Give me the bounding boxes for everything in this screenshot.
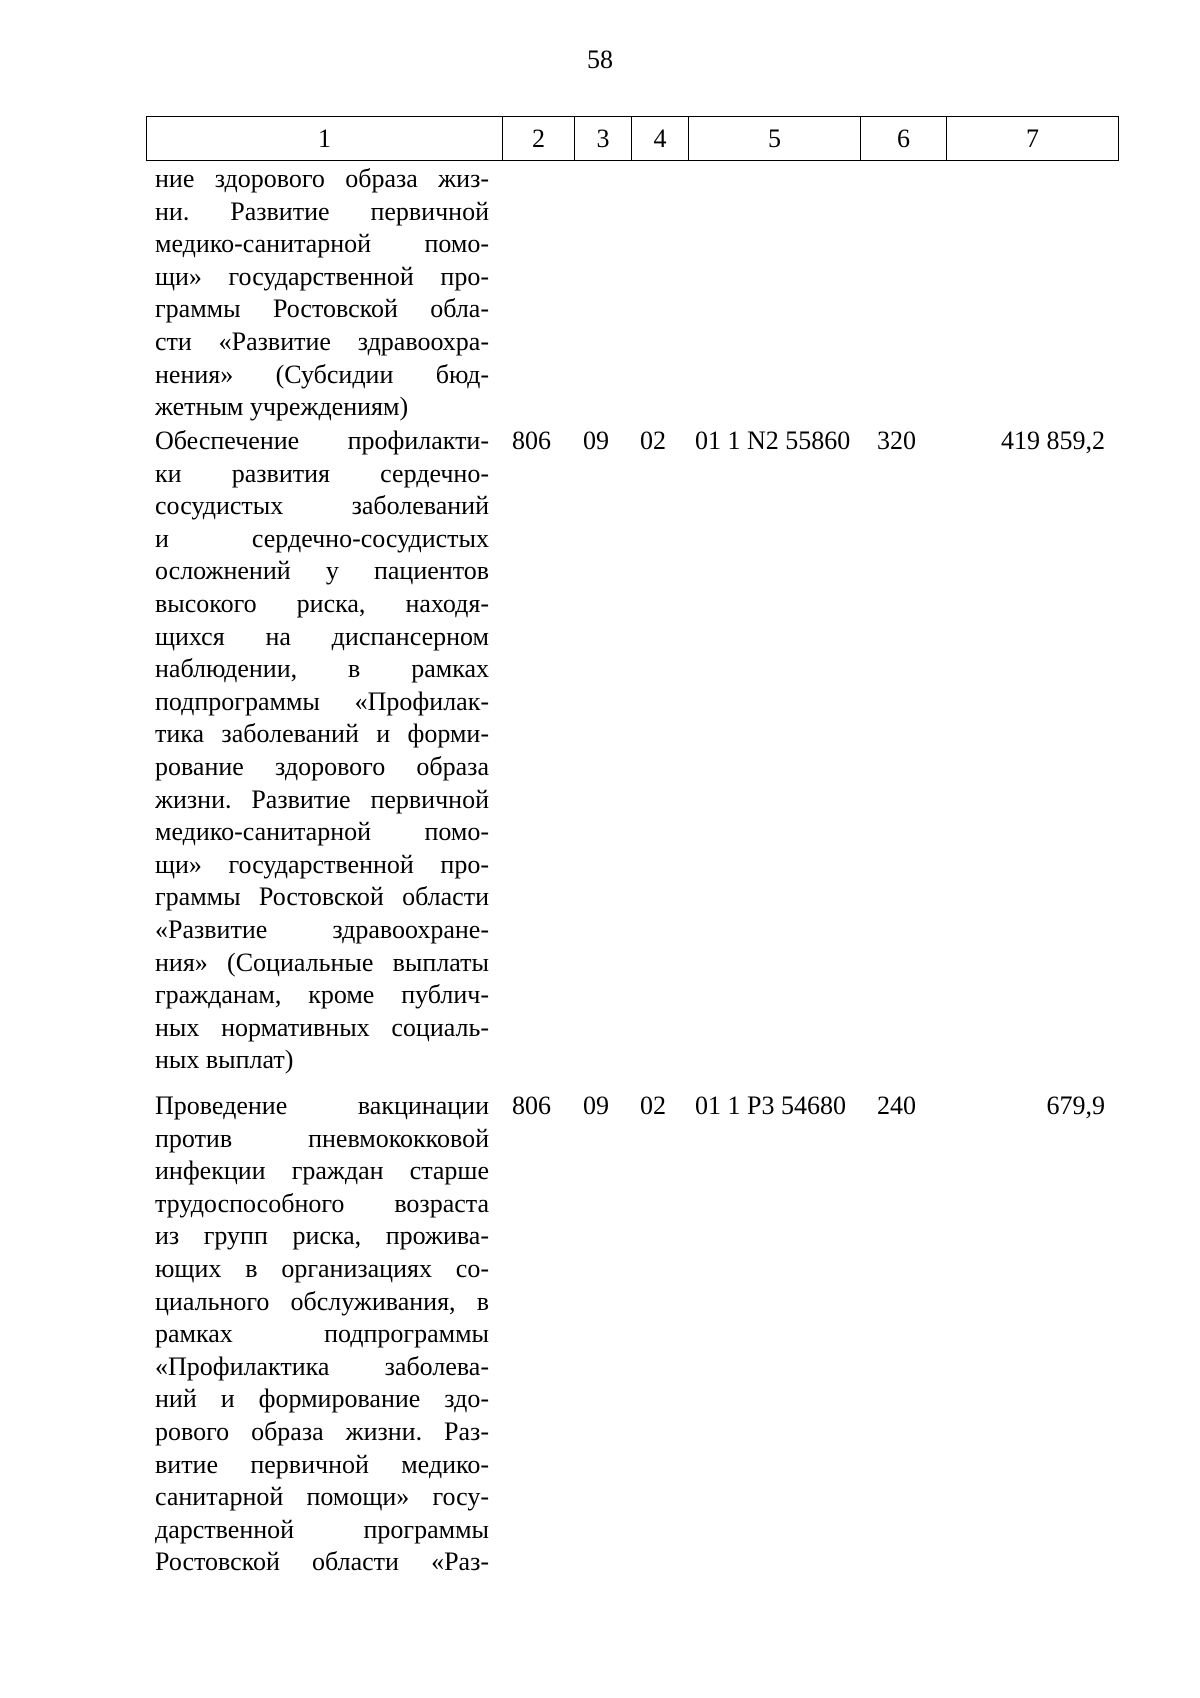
row-3-col-3: 09 bbox=[583, 1091, 609, 1120]
row-1-line: ни. Развитие первичной bbox=[155, 196, 489, 226]
header-col-3: 3 bbox=[575, 117, 632, 161]
row-2-line: медико-санитарной помо- bbox=[155, 817, 489, 847]
row-2-col-7: 419 859,2 bbox=[1001, 426, 1105, 455]
row-2-line: гражданам, кроме публич- bbox=[155, 980, 489, 1010]
row-3-col-6: 240 bbox=[877, 1091, 916, 1120]
row-2-col-5: 01 1 N2 55860 bbox=[695, 426, 851, 455]
row-3-line: рового образа жизни. Раз- bbox=[155, 1416, 489, 1446]
row-3-line: рамках подпрограммы bbox=[155, 1319, 489, 1349]
row-3-line: ний и формирование здо- bbox=[155, 1384, 489, 1414]
row-2-line: ния» (Социальные выплаты bbox=[155, 947, 489, 977]
row-2-line: жизни. Развитие первичной bbox=[155, 784, 489, 814]
row-3-line: «Профилактика заболева- bbox=[155, 1351, 489, 1381]
row-2-line: щи» государственной про- bbox=[155, 849, 489, 879]
row-1-line: нения» (Субсидии бюд- bbox=[155, 359, 489, 389]
row-2-line: наблюдении, в рамках bbox=[155, 654, 489, 684]
header-col-4: 4 bbox=[632, 117, 689, 161]
row-3-line: из групп риска, прожива- bbox=[155, 1221, 489, 1251]
header-col-7: 7 bbox=[947, 117, 1119, 161]
row-2-line: осложнений у пациентов bbox=[155, 556, 489, 586]
header-col-5: 5 bbox=[689, 117, 861, 161]
row-2-line: ки развития сердечно- bbox=[155, 458, 489, 488]
row-3-line: Проведение вакцинации bbox=[155, 1091, 489, 1120]
row-3-line: Ростовской области «Раз- bbox=[155, 1547, 489, 1577]
row-3-line: ющих в организациях со- bbox=[155, 1253, 489, 1283]
page-number: 58 bbox=[587, 45, 613, 74]
row-3-line: инфекции граждан старше bbox=[155, 1156, 489, 1186]
row-2-col-2: 806 bbox=[512, 426, 551, 455]
row-1-line: медико-санитарной помо- bbox=[155, 229, 489, 259]
header-col-1: 1 bbox=[147, 117, 503, 161]
row-3-col-7: 679,9 bbox=[1046, 1091, 1105, 1120]
row-2-line: тика заболеваний и форми- bbox=[155, 719, 489, 749]
row-3-col-5: 01 1 P3 54680 bbox=[695, 1091, 846, 1120]
row-3-line: циального обслуживания, в bbox=[155, 1286, 489, 1316]
row-2-line: высокого риска, находя- bbox=[155, 588, 489, 618]
row-1-line: сти «Развитие здравоохра- bbox=[155, 326, 489, 356]
row-2-line: щихся на диспансерном bbox=[155, 621, 489, 651]
row-2-col-4: 02 bbox=[640, 426, 666, 455]
row-2-line: ных выплат) bbox=[155, 1045, 294, 1075]
row-3-line: витие первичной медико- bbox=[155, 1449, 489, 1479]
row-1-line: ние здорового образа жиз- bbox=[155, 164, 489, 193]
column-header-table bbox=[146, 116, 1119, 161]
row-3-col-2: 806 bbox=[512, 1091, 551, 1120]
header-col-6: 6 bbox=[861, 117, 947, 161]
header-col-2: 2 bbox=[503, 117, 575, 161]
row-3-line: против пневмококковой bbox=[155, 1123, 489, 1153]
row-2-line: ных нормативных социаль- bbox=[155, 1012, 489, 1042]
row-2-line: Обеспечение профилакти- bbox=[155, 426, 489, 455]
row-2-col-6: 320 bbox=[877, 426, 916, 455]
row-2-line: граммы Ростовской области bbox=[155, 882, 489, 912]
row-2-col-3: 09 bbox=[583, 426, 609, 455]
row-3-line: дарственной программы bbox=[155, 1514, 489, 1544]
header-row bbox=[147, 117, 1119, 161]
row-2-line: рование здорового образа bbox=[155, 751, 489, 781]
row-2-line: подпрограммы «Профилак- bbox=[155, 686, 489, 716]
row-2-line: и сердечно-сосудистых bbox=[155, 523, 489, 553]
row-1-line: граммы Ростовской обла- bbox=[155, 294, 489, 324]
row-1-line: жетным учреждениям) bbox=[155, 392, 409, 422]
row-2-line: сосудистых заболеваний bbox=[155, 491, 489, 521]
row-1-line: щи» государственной про- bbox=[155, 261, 489, 291]
row-3-line: трудоспособного возраста bbox=[155, 1188, 489, 1218]
row-3-description bbox=[155, 1090, 489, 1579]
row-2-description bbox=[155, 425, 489, 1077]
row-3-col-4: 02 bbox=[640, 1091, 666, 1120]
row-1-description bbox=[155, 163, 489, 424]
row-2-line: «Развитие здравоохране- bbox=[155, 914, 489, 944]
row-3-line: санитарной помощи» госу- bbox=[155, 1482, 489, 1512]
